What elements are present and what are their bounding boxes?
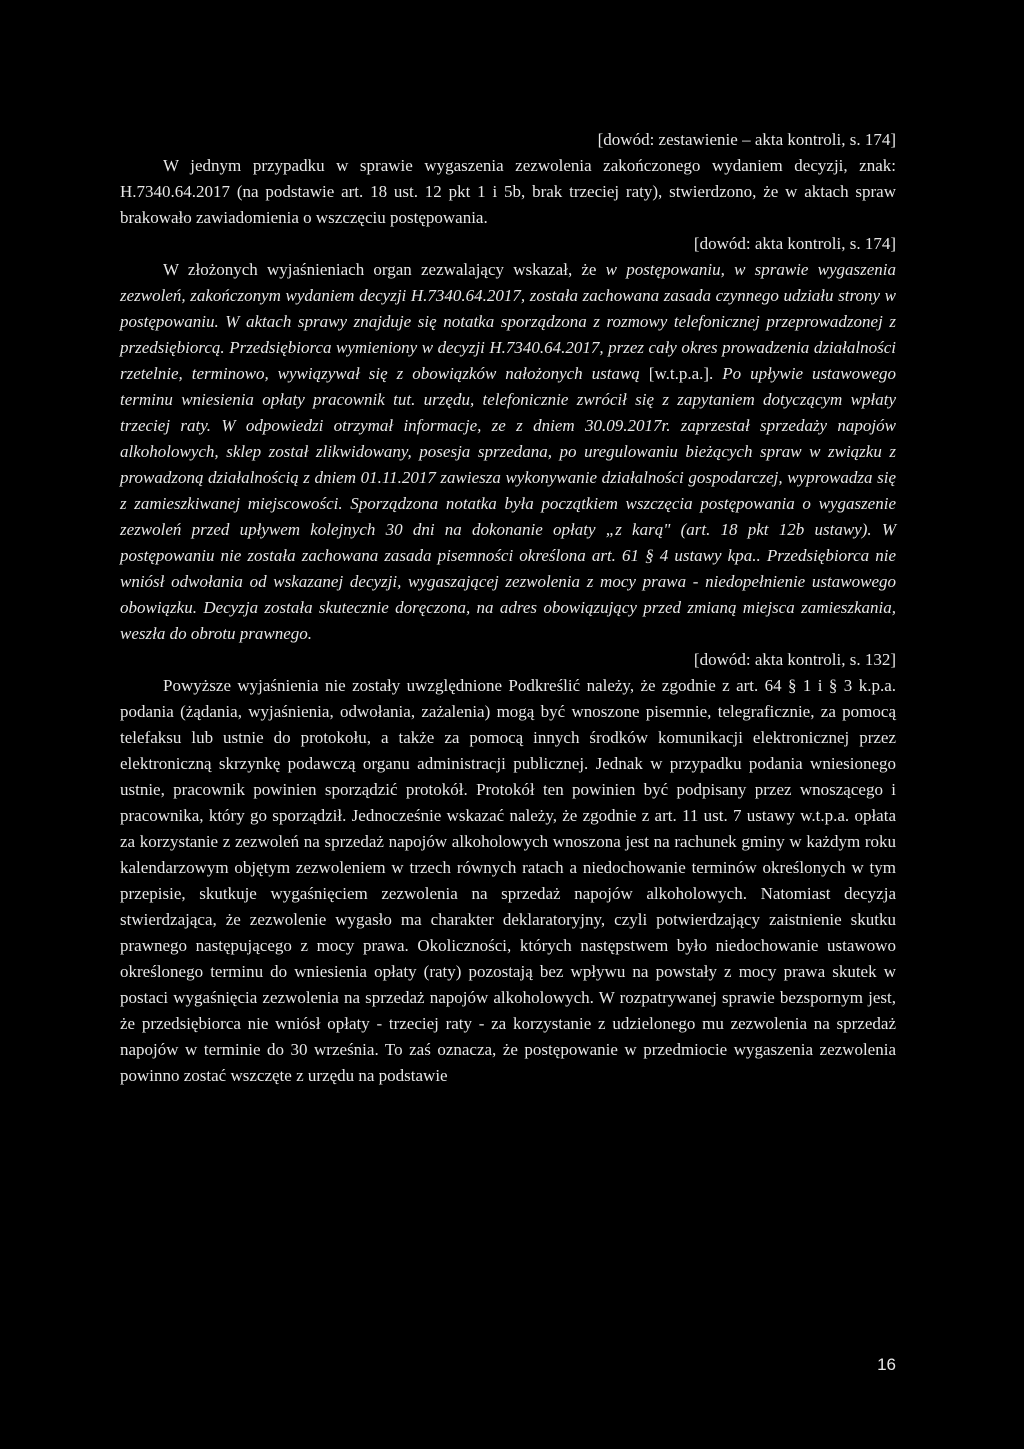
evidence-reference-1: [dowód: zestawienie – akta kontroli, s. 174]: [597, 130, 896, 149]
page-number: 16: [877, 1355, 896, 1374]
explanations-lead: W złożonych wyjaśnieniach organ zezwalający wskazał, że: [163, 260, 606, 279]
evidence-reference-2: [dowód: akta kontroli, s. 174]: [693, 234, 896, 253]
explanations-wtpa: [w.t.p.a.].: [648, 364, 723, 383]
paragraph-assessment: Powyższe wyjaśnienia nie zostały uwzględnione Podkreślić należy, że zgodnie z art. 64 § 1 i § 3 k.p.a. podania (żądania, wyjaśnienia, odwołania, zażalenia) mogą być wnoszone pisemnie, telegraficznie, za pomocą telefaksu lub ustnie do protokołu, a także za pomocą innych środków komunikacji elektronicznej przez elektroniczną skrzynkę podawczą organu administracji publicznej. Jednak w przypadku podania wniesionego ustnie, pracownik powinien sporządzić protokół. Protokół ten powinien być podpisany przez wnoszącego i pracownika, który go sporządził. Jednocześnie wskazać należy, że zgodnie z art. 11 ust. 7 ustawy w.t.p.a. opłata za korzystanie z zezwoleń na sprzedaż napojów alkoholowych wnoszona jest na rachunek gminy w każdym roku kalendarzowym objętym zezwoleniem w trzech równych ratach a niedochowanie terminów określonych w tym przepisie, skutkuje wygaśnięciem zezwolenia na sprzedaż napojów alkoholowych. Natomiast decyzja stwierdzająca, że zezwolenie wygasło ma charakter deklaratoryjny, czyli potwierdzający zaistnienie skutku prawnego następującego z mocy prawa. Okoliczności, których następstwem było niedochowanie ustawowo określonego terminu do wniesienia opłaty (raty) pozostają bez wpływu na powstały z mocy prawa skutek w postaci wygaśnięcia zezwolenia na sprzedaż napojów alkoholowych. W rozpatrywanej sprawie bezspornym jest, że przedsiębiorca nie wniósł opłaty - trzeciej raty - za korzystanie z udzielonego mu zezwolenia na sprzedaż napojów w terminie do 30 września. To zaś oznacza, że postępowanie w przedmiocie wygaszenia zezwolenia powinno zostać wszczęte z urzędu na podstawie: [120, 676, 896, 1085]
explanations-quote-part-a: w postępowaniu, w sprawie wygaszenia zezwoleń, zakończonym wydaniem decyzji H.7340.64.2017, została zachowana zasada czynnego udziału strony w postępowaniu. W aktach sprawy znajduje się notatka sporządzona z rozmowy telefonicznej przeprowadzonej z przedsiębiorcą. Przedsiębiorca wymieniony w decyzji H.7340.64.2017, przez cały okres prowadzenia działalności rzetelnie, terminowo, wywiązywał się z obowiązków nałożonych ustawą: [120, 260, 897, 383]
document-page: [120, 127, 896, 1089]
explanations-quote-part-b: Po upływie ustawowego terminu wniesienia opłaty pracownik tut. urzędu, telefonicznie zwrócił się z zapytaniem dotyczącym wpłaty trzeciej raty. W odpowiedzi otrzymał informacje, ze z dniem 30.09.2017r. zaprzestał sprzedaży napojów alkoholowych, sklep został zlikwidowany, posesja sprzedana, po uregulowaniu bieżących spraw w związku z prowadzoną działalnością z dniem 01.11.2017 zawiesza wykonywanie działalności gospodarczej, wyprowadza się z zamieszkiwanej miejscowości. Sporządzona notatka była początkiem wszczęcia postępowania o wygaszenie zezwoleń przed upływem kolejnych 30 dni na dokonanie opłaty „z karą" (art. 18 pkt 12b ustawy). W postępowaniu nie została zachowana zasada pisemności określona art. 61 § 4 ustawy kpa.. Przedsiębiorca nie wniósł odwołania od wskazanej decyzji, wygaszającej zezwolenia z mocy prawa - niedopełnienie ustawowego obowiązku. Decyzja została skutecznie doręczona, na adres obowiązujący przed zmianą miejsca zamieszkania, weszła do obrotu prawnego.: [120, 364, 897, 643]
paragraph-explanations: [120, 257, 896, 647]
paragraph-case-description: W jednym przypadku w sprawie wygaszenia zezwolenia zakończonego wydaniem decyzji, znak: H.7340.64.2017 (na podstawie art. 18 ust. 12 pkt 1 i 5b, brak trzeciej raty), stwierdzono, że w aktach spraw brakowało zawiadomienia o wszczęciu postępowania.: [120, 156, 896, 227]
evidence-reference-3: [dowód: akta kontroli, s. 132]: [693, 650, 896, 669]
